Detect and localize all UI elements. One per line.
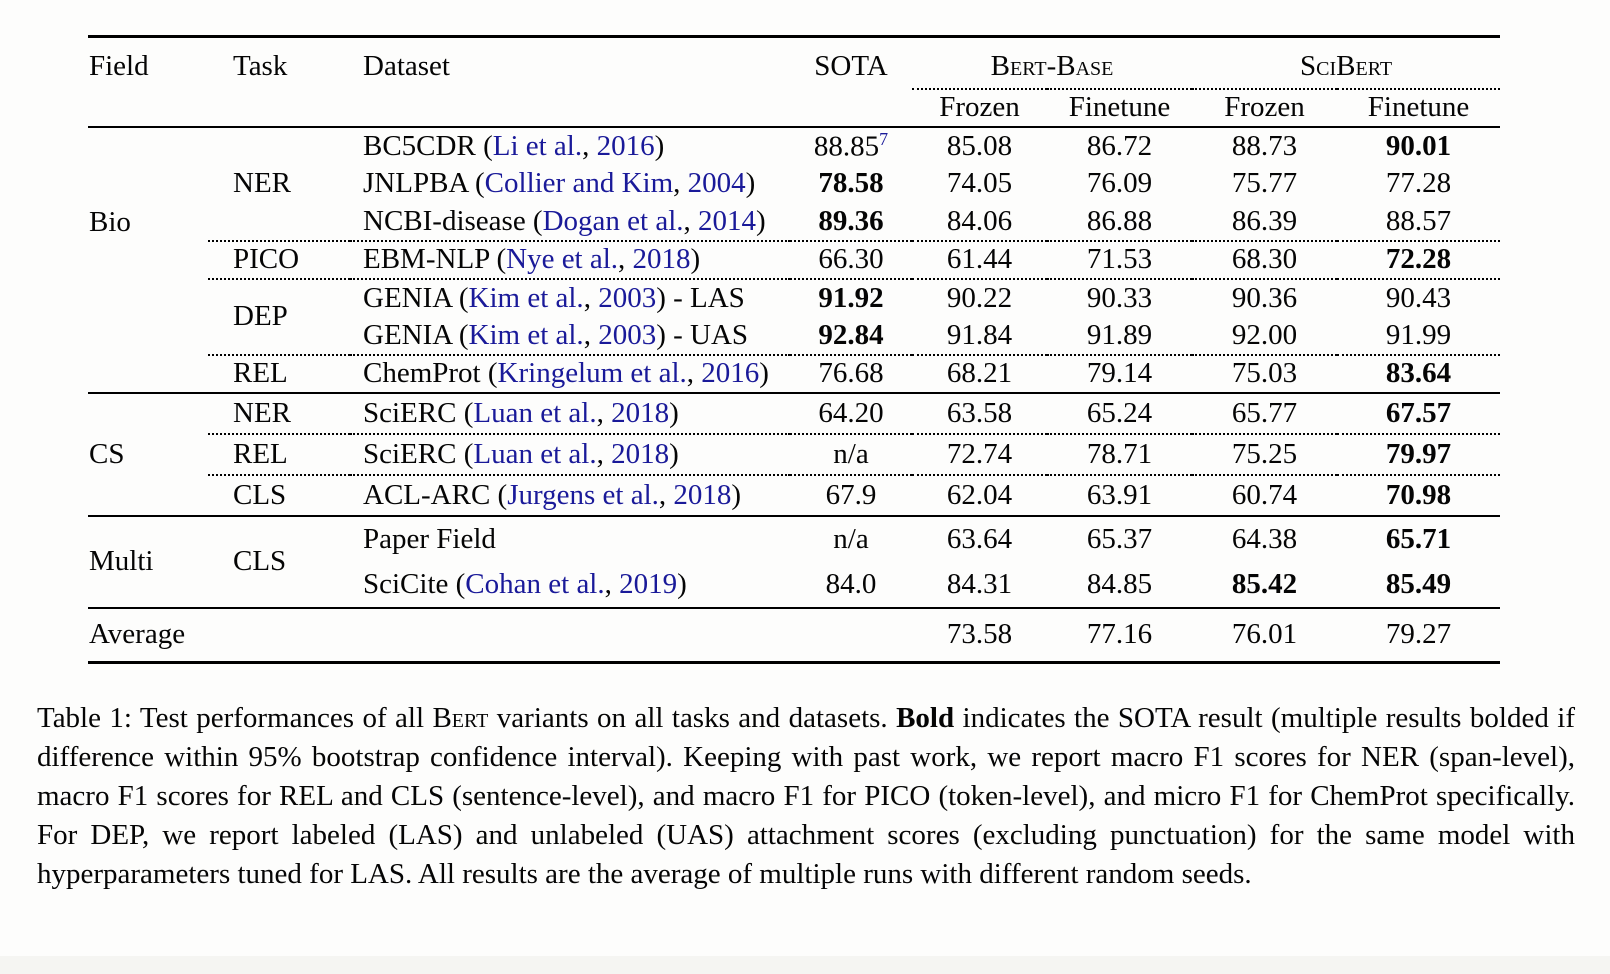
citation-link[interactable]: Luan et al. bbox=[473, 437, 597, 470]
table-header bbox=[88, 37, 1500, 127]
dataset-cell: ChemProt (Kringelum et al., 2016) bbox=[350, 355, 790, 393]
dataset-name: GENIA ( bbox=[363, 281, 469, 314]
section-cs bbox=[88, 393, 1500, 516]
citation-year-link[interactable]: 2016 bbox=[596, 129, 655, 162]
results-table bbox=[88, 35, 1500, 664]
sci-finetune-value: 70.98 bbox=[1337, 475, 1500, 516]
sci-frozen-value: 92.00 bbox=[1231, 318, 1298, 351]
col-header-bb-finetune: Finetune bbox=[1068, 91, 1171, 123]
sci-finetune-value: 88.57 bbox=[1385, 204, 1452, 237]
citation-year-link[interactable]: 2019 bbox=[619, 567, 678, 600]
caption-text-3: indicates the SOTA result (multiple results bolded if difference within 95% bootstrap confidence interval). Keeping with past work, we report macro F1 scores for NER (span-level), macro F1 scores for REL and CLS (sentence-level), and macro F1 for PICO (token-level), and micro F1 for ChemProt specifically. For DEP, we report labeled (LAS) and unlabeled (UAS) attachment scores (excluding punctuation) for the same model with hyperparameters tuned for LAS. All results are the average of multiple runs with different random seeds. bbox=[37, 702, 1575, 890]
sota-value: 91.92 bbox=[790, 279, 912, 317]
bb-frozen-value: 84.31 bbox=[946, 567, 1013, 600]
table-row bbox=[88, 608, 1500, 663]
caption-bert-smallcaps: Bert bbox=[432, 702, 489, 734]
sci-finetune-value: 91.99 bbox=[1385, 318, 1452, 351]
dataset-name: SciERC ( bbox=[363, 396, 474, 429]
dataset-cell bbox=[350, 516, 790, 562]
sota-value: 67.9 bbox=[790, 475, 912, 516]
citation-year-link[interactable]: 2014 bbox=[698, 204, 757, 237]
col-header-task: Task bbox=[233, 50, 288, 82]
citation-year-link[interactable]: 2018 bbox=[611, 396, 670, 429]
citation-link[interactable]: Nye et al. bbox=[506, 243, 619, 275]
dataset-name: EBM-NLP ( bbox=[363, 243, 507, 275]
dataset-name: GENIA ( bbox=[363, 318, 469, 351]
col-header-sota: SOTA bbox=[814, 50, 888, 82]
citation-link[interactable]: Jurgens et al. bbox=[507, 478, 659, 511]
sota-value: 88.85$^7$ bbox=[813, 128, 889, 163]
sci-frozen-value: 88.73 bbox=[1231, 129, 1298, 162]
sci-frozen-value: 90.36 bbox=[1192, 279, 1337, 317]
sota-value: 66.30 bbox=[790, 241, 912, 279]
page-bottom-strip bbox=[0, 956, 1610, 974]
citation-link[interactable]: Luan et al. bbox=[473, 396, 597, 429]
dataset-cell: JNLPBA (Collier and Kim, 2004) bbox=[363, 167, 756, 199]
average-label: Average bbox=[89, 618, 186, 651]
footnote-link[interactable]: 7 bbox=[879, 128, 889, 149]
results-table-container bbox=[88, 35, 1500, 664]
citation-year-link[interactable]: 2003 bbox=[598, 318, 657, 351]
bb-frozen-value: 74.05 bbox=[946, 167, 1013, 199]
sci-finetune-value: 77.28 bbox=[1385, 167, 1452, 199]
sota-value: 78.58 bbox=[818, 167, 884, 199]
col-group-bert-base: Bert-Base bbox=[912, 37, 1192, 89]
sota-value: 64.20 bbox=[818, 396, 884, 429]
dataset-cell: SciERC (Luan et al., 2018) bbox=[363, 396, 679, 429]
sci-frozen-value: 75.03 bbox=[1192, 355, 1337, 393]
col-group-scibert: SciBert bbox=[1192, 37, 1500, 89]
bb-frozen-average: 73.58 bbox=[946, 618, 1013, 651]
sci-frozen-value: 68.30 bbox=[1192, 241, 1337, 279]
sci-finetune-value: 90.43 bbox=[1337, 279, 1500, 317]
col-header-field: Field bbox=[89, 50, 149, 82]
bb-frozen-value: 72.74 bbox=[912, 434, 1047, 475]
sci-frozen-value: 65.77 bbox=[1231, 396, 1298, 429]
dataset-cell: SciERC (Luan et al., 2018) bbox=[350, 434, 790, 475]
table-row bbox=[88, 355, 1500, 393]
sci-finetune-value: 85.49 bbox=[1385, 567, 1452, 600]
bb-finetune-value: 76.09 bbox=[1086, 167, 1153, 199]
task-label-ner: NER bbox=[233, 167, 291, 199]
sci-frozen-value: 60.74 bbox=[1192, 475, 1337, 516]
field-label-bio: Bio bbox=[89, 206, 131, 238]
caption-bold-word: Bold bbox=[896, 702, 955, 734]
sci-finetune-value: 67.57 bbox=[1385, 396, 1452, 429]
sci-finetune-value: 90.01 bbox=[1385, 129, 1452, 162]
col-header-bb-frozen: Frozen bbox=[939, 91, 1020, 123]
task-label-rel: REL bbox=[208, 355, 350, 393]
table-row bbox=[88, 279, 1500, 317]
dataset-name: JNLPBA ( bbox=[363, 167, 485, 199]
bb-frozen-value: 63.58 bbox=[946, 396, 1013, 429]
bb-finetune-value: 79.14 bbox=[1047, 355, 1192, 393]
citation-year-link[interactable]: 2003 bbox=[598, 281, 657, 314]
sota-value: 84.0 bbox=[825, 567, 877, 600]
citation-link[interactable]: Li et al. bbox=[492, 129, 583, 162]
bb-finetune-value: 65.37 bbox=[1086, 522, 1153, 555]
citation-year-link[interactable]: 2016 bbox=[701, 357, 760, 389]
section-bio bbox=[88, 127, 1500, 393]
field-label-cs: CS bbox=[89, 437, 125, 470]
sota-value: 89.36 bbox=[818, 204, 884, 237]
dataset-cell: SciCite (Cohan et al., 2019) bbox=[363, 567, 687, 600]
task-label-cls: CLS bbox=[233, 545, 287, 577]
sci-finetune-average: 79.27 bbox=[1385, 618, 1452, 651]
dataset-cell: ACL-ARC (Jurgens et al., 2018) bbox=[350, 475, 790, 516]
dataset-name: NCBI-disease ( bbox=[363, 204, 543, 237]
bb-finetune-value: 91.89 bbox=[1086, 318, 1153, 351]
dataset-cell: GENIA (Kim et al., 2003) - LAS bbox=[350, 279, 790, 317]
sota-value: 92.84 bbox=[818, 318, 884, 351]
dataset-cell: EBM-NLP (Nye et al., 2018) bbox=[350, 241, 790, 279]
task-label-rel: REL bbox=[208, 434, 350, 475]
dataset-cell: NCBI-disease (Dogan et al., 2014) bbox=[363, 204, 766, 237]
sci-frozen-value: 75.25 bbox=[1192, 434, 1337, 475]
sci-frozen-value: 85.42 bbox=[1231, 567, 1298, 600]
sci-frozen-value: 86.39 bbox=[1231, 204, 1298, 237]
dataset-cell: BC5CDR (Li et al., 2016) bbox=[363, 129, 665, 162]
bb-finetune-value: 71.53 bbox=[1047, 241, 1192, 279]
table-row bbox=[88, 434, 1500, 475]
sci-finetune-value: 72.28 bbox=[1337, 241, 1500, 279]
dataset-name: SciCite ( bbox=[363, 567, 466, 600]
section-average bbox=[88, 608, 1500, 663]
task-label-dep: DEP bbox=[208, 279, 350, 355]
col-header-dataset: Dataset bbox=[363, 50, 450, 82]
task-label-ner: NER bbox=[233, 396, 291, 429]
citation-link[interactable]: Cohan et al. bbox=[465, 567, 605, 600]
bb-frozen-value: 63.64 bbox=[946, 522, 1013, 555]
sota-value: n/a bbox=[790, 434, 912, 475]
citation-link[interactable]: Kim et al. bbox=[468, 281, 584, 314]
sota-value: n/a bbox=[833, 522, 869, 555]
dataset-name: SciERC ( bbox=[363, 437, 474, 470]
sci-frozen-average: 76.01 bbox=[1231, 618, 1298, 651]
citation-link[interactable]: Kim et al. bbox=[468, 318, 584, 351]
sci-finetune-value: 79.97 bbox=[1337, 434, 1500, 475]
citation-link[interactable]: Dogan et al. bbox=[542, 204, 684, 237]
bb-finetune-value: 90.33 bbox=[1047, 279, 1192, 317]
dataset-name: Paper Field bbox=[363, 522, 496, 555]
bb-frozen-value: 68.21 bbox=[912, 355, 1047, 393]
table-row bbox=[88, 475, 1500, 516]
bb-finetune-value: 63.91 bbox=[1047, 475, 1192, 516]
bb-finetune-value: 84.85 bbox=[1086, 567, 1153, 600]
bb-finetune-value: 78.71 bbox=[1047, 434, 1192, 475]
col-header-sci-frozen: Frozen bbox=[1224, 91, 1305, 123]
caption-text-1: Table 1: Test performances of all bbox=[37, 702, 433, 734]
bb-finetune-average: 77.16 bbox=[1086, 618, 1153, 651]
citation-year-link[interactable]: 2018 bbox=[673, 478, 732, 511]
section-multi bbox=[88, 516, 1500, 608]
sci-finetune-value: 65.71 bbox=[1385, 522, 1452, 555]
bb-frozen-value: 85.08 bbox=[946, 129, 1013, 162]
table-caption bbox=[37, 699, 1575, 894]
bb-finetune-value: 86.72 bbox=[1086, 129, 1153, 162]
table-row bbox=[88, 127, 1500, 165]
task-label-pico: PICO bbox=[208, 241, 350, 279]
bb-frozen-value: 61.44 bbox=[912, 241, 1047, 279]
dataset-name: BC5CDR ( bbox=[363, 129, 493, 162]
sci-frozen-value: 64.38 bbox=[1231, 522, 1298, 555]
bb-frozen-value: 84.06 bbox=[946, 204, 1013, 237]
sci-frozen-value: 75.77 bbox=[1231, 167, 1298, 199]
dataset-cell: GENIA (Kim et al., 2003) - UAS bbox=[363, 318, 749, 351]
sota-value: 76.68 bbox=[790, 355, 912, 393]
citation-year-link[interactable]: 2004 bbox=[687, 167, 746, 199]
dataset-name: ACL-ARC ( bbox=[363, 478, 508, 511]
bb-frozen-value: 62.04 bbox=[912, 475, 1047, 516]
citation-link[interactable]: Kringelum et al. bbox=[497, 357, 687, 389]
bb-frozen-value: 91.84 bbox=[946, 318, 1013, 351]
dataset-name: ChemProt ( bbox=[363, 357, 498, 389]
citation-year-link[interactable]: 2018 bbox=[611, 437, 670, 470]
citation-link[interactable]: Collier and Kim bbox=[484, 167, 674, 199]
col-header-sci-finetune: Finetune bbox=[1367, 91, 1470, 123]
field-label-multi: Multi bbox=[89, 545, 154, 577]
citation-year-link[interactable]: 2018 bbox=[632, 243, 691, 275]
bb-frozen-value: 90.22 bbox=[912, 279, 1047, 317]
table-row bbox=[88, 516, 1500, 562]
sci-finetune-value: 83.64 bbox=[1337, 355, 1500, 393]
task-label-cls: CLS bbox=[208, 475, 350, 516]
bb-finetune-value: 86.88 bbox=[1086, 204, 1153, 237]
table-row bbox=[88, 241, 1500, 279]
table-row bbox=[88, 393, 1500, 434]
caption-text-2: variants on all tasks and datasets. bbox=[488, 702, 897, 734]
bb-finetune-value: 65.24 bbox=[1086, 396, 1153, 429]
